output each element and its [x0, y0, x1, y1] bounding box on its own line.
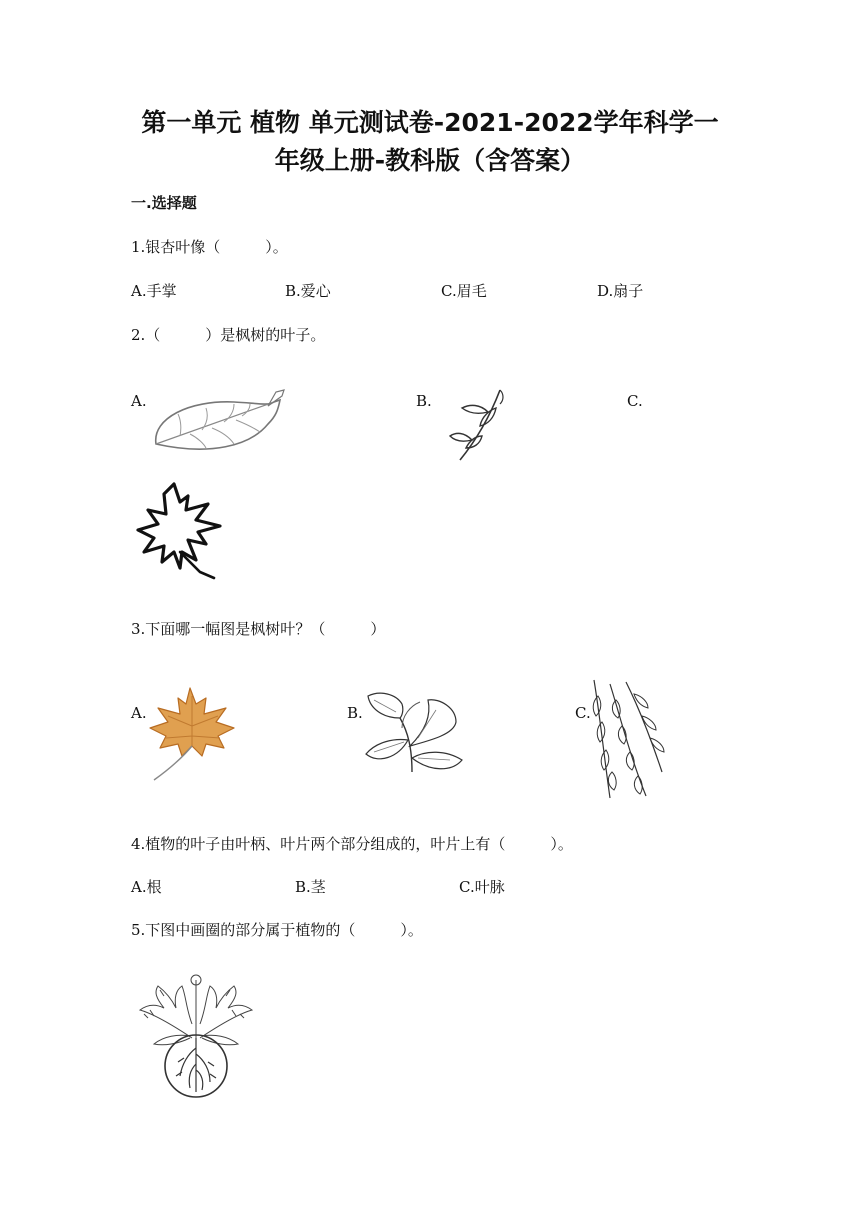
orange-maple-leaf-image — [148, 686, 238, 782]
question-3: 3.下面哪一幅图是枫树叶？（ ） — [131, 620, 386, 638]
q1-option-d[interactable]: D.扇子 — [597, 282, 644, 300]
section-heading: 一.选择题 — [131, 194, 197, 212]
maple-leaf-silhouette-image — [134, 480, 228, 580]
q1-option-b[interactable]: B.爱心 — [285, 282, 331, 300]
willow-branch-image — [590, 676, 670, 800]
question-4: 4.植物的叶子由叶柄、叶片两个部分组成的，叶片上有（ ）。 — [131, 835, 573, 853]
q4-option-a[interactable]: A.根 — [131, 878, 162, 896]
ginkgo-branch-image — [362, 688, 466, 774]
question-1: 1.银杏叶像（ ）。 — [131, 238, 288, 256]
q1-option-a[interactable]: A.手掌 — [131, 282, 177, 300]
question-5: 5.下图中画圈的部分属于植物的（ ）。 — [131, 921, 423, 939]
q2-option-a[interactable]: A. — [131, 392, 147, 410]
dandelion-circled-root-image — [134, 974, 258, 1100]
q1-option-c[interactable]: C.眉毛 — [441, 282, 487, 300]
title-line-2: 年级上册-教科版（含答案） — [274, 146, 586, 175]
q3-option-c[interactable]: C. — [575, 704, 591, 722]
q3-option-b[interactable]: B. — [347, 704, 363, 722]
question-2: 2.（ ）是枫树的叶子。 — [131, 326, 326, 344]
q3-option-a[interactable]: A. — [131, 704, 147, 722]
oval-leaf-image — [150, 388, 286, 458]
q2-option-b[interactable]: B. — [416, 392, 432, 410]
page-title — [60, 104, 800, 180]
q4-option-b[interactable]: B.茎 — [295, 878, 326, 896]
title-line-1: 第一单元 植物 单元测试卷-2021-2022学年科学一 — [141, 108, 719, 137]
willow-twig-image — [440, 386, 510, 466]
q4-option-c[interactable]: C.叶脉 — [459, 878, 505, 896]
q2-option-c[interactable]: C. — [627, 392, 643, 410]
